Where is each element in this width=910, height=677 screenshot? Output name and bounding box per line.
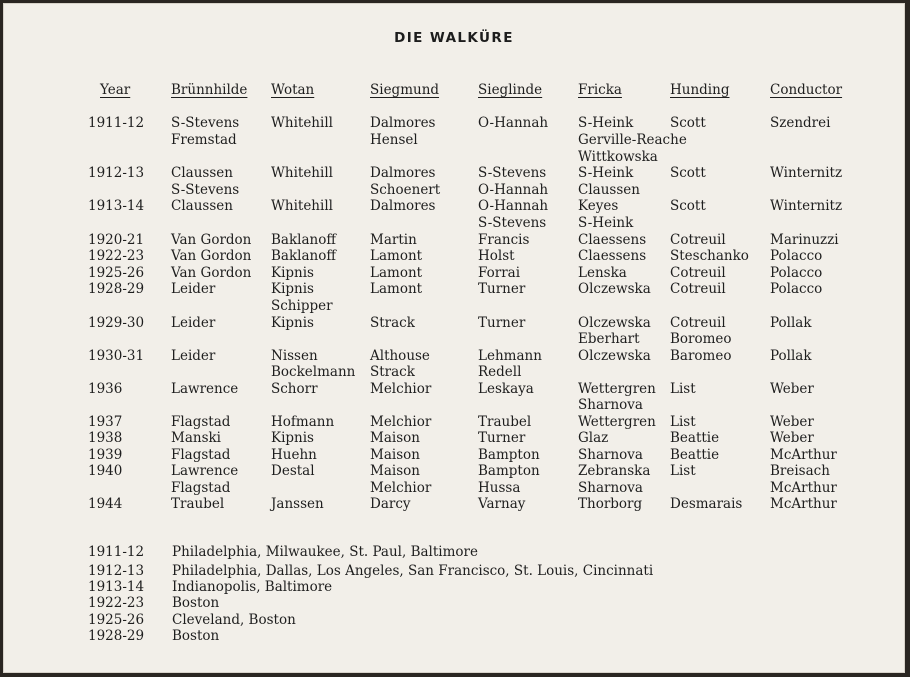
cast-cell: Traubel [171,496,225,512]
cast-cell: Melchior [370,414,432,430]
cast-cell: Boromeo [670,331,732,347]
column-header: Siegmund [370,82,440,98]
tour-cities: Indianopolis, Baltimore [172,579,333,595]
cast-cell: Sharnova [578,480,643,496]
cast-cell: Pollak [770,348,812,364]
cast-cell: Van Gordon [171,232,252,248]
column-header: Sieglinde [478,82,543,98]
cast-cell: O-Hannah [478,182,549,198]
cast-cell: Lamont [370,281,423,297]
cast-cell: Weber [770,430,814,446]
cast-cell: Scott [670,115,706,131]
cast-cell: Kipnis [271,281,314,297]
season-cell: 1912-13 [88,165,145,181]
cast-cell: Keyes [578,198,619,214]
cast-cell: Baklanoff [271,232,336,248]
season-cell: 1930-31 [88,348,145,364]
column-header: Brünnhilde [171,82,248,98]
cast-cell: Maison [370,447,420,463]
cast-cell: McArthur [770,496,837,512]
cast-cell: Polacco [770,281,823,297]
cast-cell: Wittkowska [578,149,658,165]
cast-cell: Destal [271,463,315,479]
cast-cell: S-Stevens [478,165,547,181]
cast-cell: Breisach [770,463,830,479]
cast-cell: Bampton [478,447,540,463]
tour-cities: Boston [172,628,220,644]
cast-cell: S-Stevens [171,115,240,131]
cast-cell: Lehmann [478,348,542,364]
cast-cell: Flagstad [171,480,231,496]
cast-cell: Steschanko [670,248,749,264]
cast-cell: Wettergren [578,414,656,430]
cast-cell: Bampton [478,463,540,479]
tour-cities: Cleveland, Boston [172,612,296,628]
cast-cell: Marinuzzi [770,232,839,248]
cast-cell: Thorborg [578,496,643,512]
tour-season: 1928-29 [88,628,145,644]
cast-cell: Cotreuil [670,281,726,297]
cast-cell: Leider [171,315,216,331]
cast-cell: O-Hannah [478,198,549,214]
cast-cell: Baromeo [670,348,732,364]
cast-cell: Forrai [478,265,521,281]
season-cell: 1922-23 [88,248,145,264]
cast-cell: Winternitz [770,198,843,214]
cast-cell: Beattie [670,447,720,463]
cast-cell: Gerville-Reache [578,132,687,148]
cast-cell: Leskaya [478,381,534,397]
cast-cell: Nissen [271,348,318,364]
cast-cell: Manski [171,430,221,446]
cast-cell: Winternitz [770,165,843,181]
column-header: Wotan [271,82,315,98]
cast-cell: Olczewska [578,281,651,297]
cast-cell: Kipnis [271,315,314,331]
cast-cell: S-Stevens [171,182,240,198]
cast-cell: Whitehill [271,198,333,214]
cast-cell: Redell [478,364,522,380]
cast-cell: Flagstad [171,447,231,463]
cast-cell: Polacco [770,265,823,281]
cast-cell: Olczewska [578,348,651,364]
tour-cities: Philadelphia, Dallas, Los Angeles, San Francisco, St. Louis, Cincinnati [172,563,654,579]
cast-cell: Dalmores [370,115,436,131]
cast-cell: Claessens [578,248,647,264]
cast-cell: Baklanoff [271,248,336,264]
cast-cell: Kipnis [271,430,314,446]
page-title: DIE WALKÜRE [394,30,514,46]
cast-cell: Whitehill [271,165,333,181]
cast-cell: Bockelmann [271,364,356,380]
cast-cell: Varnay [478,496,526,512]
cast-cell: Pollak [770,315,812,331]
cast-cell: List [670,414,696,430]
cast-cell: Holst [478,248,515,264]
season-cell: 1937 [88,414,123,430]
cast-cell: Fremstad [171,132,237,148]
cast-cell: Cotreuil [670,315,726,331]
season-cell: 1944 [88,496,123,512]
cast-cell: Sharnova [578,397,643,413]
cast-cell: Turner [478,281,526,297]
cast-cell: Dalmores [370,198,436,214]
cast-cell: Turner [478,430,526,446]
cast-cell: List [670,463,696,479]
tour-cities: Boston [172,595,220,611]
cast-cell: Lawrence [171,381,239,397]
cast-cell: Wettergren [578,381,656,397]
cast-cell: Zebranska [578,463,651,479]
cast-cell: List [670,381,696,397]
cast-cell: Darcy [370,496,411,512]
cast-cell: Polacco [770,248,823,264]
tour-season: 1911-12 [88,544,145,560]
cast-cell: Lenska [578,265,627,281]
season-cell: 1928-29 [88,281,145,297]
cast-cell: Maison [370,430,420,446]
season-cell: 1913-14 [88,198,145,214]
cast-cell: Huehn [271,447,317,463]
cast-cell: Martin [370,232,417,248]
cast-cell: S-Stevens [478,215,547,231]
cast-cell: McArthur [770,480,837,496]
column-header: Hunding [670,82,730,98]
cast-cell: Schorr [271,381,318,397]
cast-cell: Weber [770,381,814,397]
column-header: Fricka [578,82,622,98]
cast-cell: Leider [171,348,216,364]
cast-cell: Turner [478,315,526,331]
cast-cell: Dalmores [370,165,436,181]
cast-cell: Janssen [271,496,324,512]
cast-cell: S-Heink [578,165,634,181]
cast-cell: Leider [171,281,216,297]
cast-cell: O-Hannah [478,115,549,131]
cast-cell: Melchior [370,381,432,397]
cast-cell: Strack [370,364,415,380]
season-cell: 1911-12 [88,115,145,131]
tour-season: 1922-23 [88,595,145,611]
column-header: Conductor [770,82,843,98]
cast-cell: Lamont [370,265,423,281]
cast-cell: Beattie [670,430,720,446]
cast-cell: Van Gordon [171,265,252,281]
cast-cell: Francis [478,232,530,248]
season-cell: 1925-26 [88,265,145,281]
season-cell: 1938 [88,430,123,446]
cast-cell: Schoenert [370,182,441,198]
cast-cell: Cotreuil [670,232,726,248]
tour-cities: Philadelphia, Milwaukee, St. Paul, Baltimore [172,544,478,560]
document-page [3,3,905,673]
season-cell: 1920-21 [88,232,145,248]
cast-cell: Cotreuil [670,265,726,281]
cast-cell: Lamont [370,248,423,264]
season-cell: 1940 [88,463,123,479]
cast-cell: Szendrei [770,115,831,131]
cast-cell: McArthur [770,447,837,463]
cast-cell: Whitehill [271,115,333,131]
cast-cell: S-Heink [578,215,634,231]
cast-cell: Claussen [171,165,233,181]
cast-cell: Kipnis [271,265,314,281]
season-cell: 1936 [88,381,123,397]
cast-cell: Olczewska [578,315,651,331]
cast-cell: Schipper [271,298,333,314]
cast-cell: Scott [670,165,706,181]
cast-cell: Sharnova [578,447,643,463]
cast-cell: Claussen [578,182,640,198]
cast-cell: Althouse [370,348,430,364]
cast-cell: Claussen [171,198,233,214]
cast-cell: Claessens [578,232,647,248]
cast-cell: Traubel [478,414,532,430]
cast-cell: Van Gordon [171,248,252,264]
tour-season: 1913-14 [88,579,145,595]
cast-cell: Weber [770,414,814,430]
tour-season: 1925-26 [88,612,145,628]
cast-cell: Lawrence [171,463,239,479]
cast-cell: Eberhart [578,331,640,347]
cast-cell: Hensel [370,132,418,148]
season-cell: 1939 [88,447,123,463]
cast-cell: Melchior [370,480,432,496]
cast-cell: Scott [670,198,706,214]
cast-cell: Hofmann [271,414,335,430]
cast-cell: Maison [370,463,420,479]
cast-cell: Hussa [478,480,521,496]
season-cell: 1929-30 [88,315,145,331]
tour-season: 1912-13 [88,563,145,579]
cast-cell: Flagstad [171,414,231,430]
cast-cell: Desmarais [670,496,743,512]
cast-cell: Glaz [578,430,609,446]
cast-cell: Strack [370,315,415,331]
column-header: Year [100,82,131,98]
cast-cell: S-Heink [578,115,634,131]
